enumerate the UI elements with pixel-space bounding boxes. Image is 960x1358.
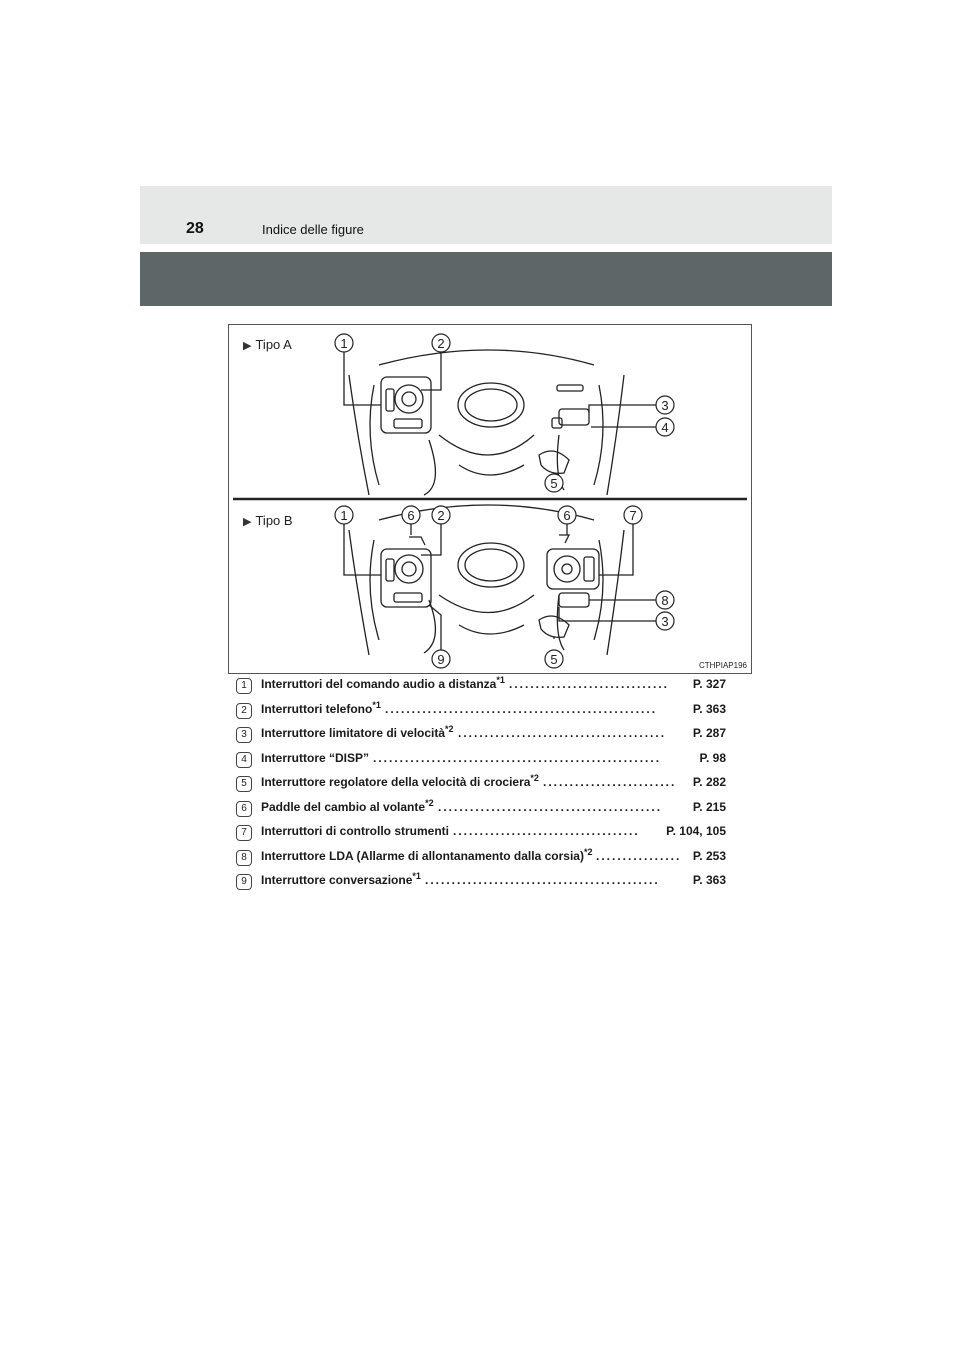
leader-dots: ...................................................... xyxy=(373,750,662,765)
svg-text:8: 8 xyxy=(661,593,669,608)
callout-b-8 xyxy=(656,591,674,609)
page-reference-link[interactable]: P. 363 xyxy=(692,873,726,887)
footnote-marker: *1 xyxy=(496,675,505,685)
item-label: Interruttore limitatore di velocità$^{*2}$ xyxy=(261,724,454,740)
leader-dots: .......................................... xyxy=(438,799,663,814)
item-label: Paddle del cambio al volante$^{*2}$ xyxy=(261,797,434,814)
item-label: Interruttore regolatore della velocità di crociera$^{*2}$ xyxy=(261,773,539,789)
leader-dots: ............................................ xyxy=(425,873,660,887)
leader-dots: ................................... xyxy=(453,824,640,838)
callout-b-9 xyxy=(432,650,450,668)
item-number-badge: 2 xyxy=(236,703,252,719)
list-item xyxy=(236,700,726,725)
page-reference-link[interactable]: P. 253 xyxy=(692,848,726,863)
list-item xyxy=(236,871,726,896)
header-bar xyxy=(140,186,832,244)
callout-b-3 xyxy=(656,612,674,630)
callout-b-5 xyxy=(545,650,563,668)
svg-text:4: 4 xyxy=(661,420,669,435)
list-item xyxy=(236,798,726,823)
steering-wheel-illustration xyxy=(229,325,751,673)
page-number: 28 xyxy=(186,220,204,237)
section-band xyxy=(140,252,832,306)
svg-text:1: 1 xyxy=(340,336,348,351)
leader-dots: .............................. xyxy=(509,677,670,691)
callout-b-6a xyxy=(402,506,420,524)
callout-a-3 xyxy=(656,396,674,414)
type-a-label: ▶ Tipo A xyxy=(243,337,292,352)
item-number-badge: 4 xyxy=(236,752,252,768)
footnote-marker: *2 xyxy=(425,797,434,808)
callout-b-6b xyxy=(558,506,576,524)
page-reference-link[interactable]: P. 282 xyxy=(692,775,726,789)
item-number-badge: 9 xyxy=(236,874,252,890)
item-number-badge: 6 xyxy=(236,801,252,817)
list-item xyxy=(236,749,726,774)
type-b-label: ▶ Tipo B xyxy=(243,513,293,528)
callout-b-7 xyxy=(624,506,642,524)
callout-a-1 xyxy=(335,334,353,352)
svg-text:6: 6 xyxy=(563,508,571,523)
item-number-badge: 8 xyxy=(236,850,252,866)
svg-text:6: 6 xyxy=(407,508,415,523)
item-number-badge: 5 xyxy=(236,776,252,792)
leader-dots: ................ xyxy=(596,848,682,863)
item-number-badge: 7 xyxy=(236,825,252,841)
list-item xyxy=(236,675,726,700)
footnote-marker: *1 xyxy=(412,871,421,881)
page-reference-link[interactable]: P. 363 xyxy=(692,701,726,716)
item-label: Interruttore LDA (Allarme di allontanamento dalla corsia)$^{*2}$ xyxy=(261,846,593,863)
svg-text:5: 5 xyxy=(550,652,558,667)
legend-list xyxy=(236,675,726,896)
item-number-badge: 1 xyxy=(236,678,252,694)
footnote-marker: *2 xyxy=(530,773,539,783)
item-number-badge: 3 xyxy=(236,727,252,743)
triangle-right-icon: ▶ xyxy=(243,516,252,528)
triangle-right-icon: ▶ xyxy=(243,340,252,352)
figure-code: CTHPIAP196 xyxy=(698,661,747,670)
page-reference-link[interactable]: P. 287 xyxy=(692,726,726,740)
list-item xyxy=(236,822,726,847)
callout-a-5 xyxy=(545,474,563,492)
svg-text:2: 2 xyxy=(437,508,445,523)
item-label: Interruttori del comando audio a distanza$^{*1}$ xyxy=(261,675,505,691)
list-item xyxy=(236,773,726,798)
footnote-marker: *2 xyxy=(583,846,593,857)
page-reference-link[interactable]: P. 215 xyxy=(692,799,726,814)
item-label: Interruttori di controllo strumenti xyxy=(261,824,449,838)
list-item xyxy=(236,724,726,749)
svg-text:5: 5 xyxy=(550,476,558,491)
callout-b-1 xyxy=(335,506,353,524)
list-item xyxy=(236,847,726,872)
steering-wheel-figure xyxy=(228,324,752,674)
leader-dots: ................................................... xyxy=(385,701,658,716)
svg-text:1: 1 xyxy=(340,508,348,523)
svg-text:7: 7 xyxy=(629,508,637,523)
footnote-marker: *1 xyxy=(372,699,381,710)
svg-text:3: 3 xyxy=(661,614,669,629)
svg-text:2: 2 xyxy=(437,336,445,351)
page-title: Indice delle figure xyxy=(262,222,364,237)
footnote-marker: *2 xyxy=(445,724,454,734)
page-reference-link[interactable]: P. 327 xyxy=(692,677,726,691)
leader-dots: ....................................... xyxy=(458,726,667,740)
callout-b-2 xyxy=(432,506,450,524)
svg-text:9: 9 xyxy=(437,652,445,667)
page-reference-link[interactable]: P. 98 xyxy=(699,750,726,765)
callout-a-4 xyxy=(656,418,674,436)
item-label: Interruttore conversazione$^{*1}$ xyxy=(261,871,421,887)
item-label: Interruttore “DISP” xyxy=(261,750,370,765)
svg-text:3: 3 xyxy=(661,398,669,413)
leader-dots: ......................... xyxy=(543,775,677,789)
callout-a-2 xyxy=(432,334,450,352)
page-reference-link[interactable]: P. 104, 105 xyxy=(666,824,726,838)
item-label: Interruttori telefono$^{*1}$ xyxy=(261,699,381,716)
